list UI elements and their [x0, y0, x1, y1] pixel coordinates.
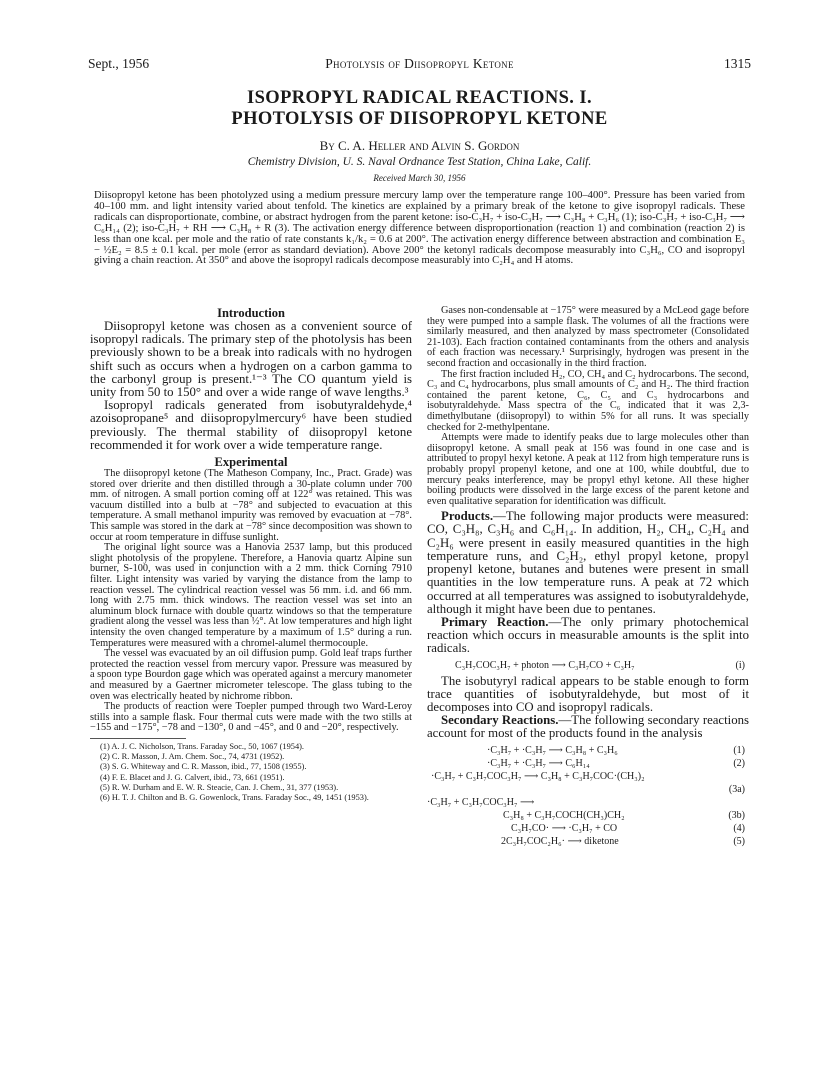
- equation-2: [427, 757, 749, 770]
- footnote: (3) S. G. Whiteway and C. R. Masson, ibid., 77, 1508 (1955).: [100, 762, 307, 772]
- equation-2-number: (2): [733, 757, 745, 769]
- equation-i-number: (i): [735, 659, 745, 671]
- products-paragraph: [427, 510, 749, 616]
- equation-5-number: (5): [733, 835, 745, 847]
- products-heading: Products.: [441, 509, 494, 524]
- experimental-paragraph-3: The vessel was evacuated by an oil diffusion pump. Gold leaf traps further protected the reaction vessel from mercury vapor. Pressure was measured by a spoon type Bourdon gage which was operated against a mercury manometer and measured by a Gaertner micrometer telescope. The glass tubing to the oven was electrically heated by nichrome ribbon.: [90, 648, 412, 702]
- equation-3b-line-2: [427, 809, 749, 822]
- equation-4-text: C₃H₇CO· ⟶ ·C₃H₇ + CO: [511, 822, 618, 834]
- title-line-1: ISOPROPYL RADICAL REACTIONS. I.: [247, 88, 592, 108]
- primary-text: —The only primary photochemical reaction which occurs in measurable amounts is the split into radicals.: [427, 614, 749, 656]
- equation-3b-text-1: ·C₃H₇ + C₃H₇COC₃H₇ ⟶: [427, 796, 535, 808]
- equation-5: [427, 835, 749, 848]
- paper-title: [88, 88, 751, 130]
- footnote-rule: [90, 738, 186, 739]
- authors: By C. A. Heller and Alvin S. Gordon: [319, 138, 520, 153]
- equation-3a-number: (3a): [728, 783, 745, 795]
- equation-i-text: C₃H₇COC₃H₇ + photon ⟶ C₃H₇CO + C₃H₇: [455, 659, 635, 671]
- equation-4-number: (4): [733, 822, 745, 834]
- header-date: Sept., 1956: [88, 56, 150, 71]
- equation-1-text: ·C₃H₇ + ·C₃H₇ ⟶ C₃H₈ + C₃H₆: [487, 744, 618, 756]
- intro-heading: Introduction: [217, 306, 285, 320]
- primary-paragraph: [427, 616, 749, 656]
- affiliation: Chemistry Division, U. S. Naval Ordnance Test Station, China Lake, Calif.: [247, 156, 592, 168]
- right-column: [427, 306, 749, 848]
- footnote: (5) R. W. Durham and E. W. R. Steacie, Can. J. Chem., 31, 377 (1953).: [100, 783, 339, 793]
- equation-2-text: ·C₃H₇ + ·C₃H₇ ⟶ C₆H₁₄: [487, 757, 590, 769]
- equation-1: [427, 744, 749, 757]
- header-page-number: 1315: [724, 56, 751, 71]
- equation-3a: [427, 770, 749, 783]
- experimental-paragraph-2: The original light source was a Hanovia 2537 lamp, but this produced slight photolysis of the propylene. Therefore, a Hanovia quartz Alpine sun burner, S-100, was used in conjunction with a 2 mm. thick Corning 7910 filter. Light intensity was varied by varying the distance from the lamp to reaction vessel. The cylindrical reaction vessel was 56 mm. i.d. and 66 mm. long with 2.75 mm. thick windows. The reaction vessel was set into an aluminum block furnace with double quartz windows so that the temperature gradient along the vessel was less than ½°. At low temperatures and high light intensity the oven changed temperature by a maximum of 1.5° during a run. Temperatures were measured with a chromel-alumel thermocouple.: [90, 542, 412, 649]
- header-running-title: Photolysis of Diisopropyl Ketone: [325, 56, 514, 71]
- experimental-paragraph-4: The products of reaction were Toepler pumped through two Ward-Leroy stills into a sample flask. Four thermal cuts were made with the two stills at −155 and −175°, −78 and −130°, 0 and −45°, and 0 and −20°, respectively.: [90, 701, 412, 734]
- equation-3b-number: (3b): [728, 809, 745, 821]
- footnote: (6) H. T. J. Chilton and B. G. Gowenlock, Trans. Faraday Soc., 49, 1451 (1953).: [100, 793, 369, 803]
- primary-heading: Primary Reaction.: [441, 614, 549, 629]
- intro-paragraph-1: Diisopropyl ketone was chosen as a convenient source of isopropyl radicals. The primary step of the photolysis has been previously shown to be a break into radicals with no hydrogen shift such as occurs when a hydrogen on a carbon gamma to the carbonyl group is present.¹⁻³ The CO quantum yield is unity from 50 to 150° and over a wide range of wave lengths.³: [90, 319, 412, 400]
- experimental-heading: Experimental: [214, 455, 288, 470]
- left-column: [90, 306, 412, 804]
- analysis-paragraph-3: Attempts were made to identify peaks due to large molecules other than diisopropyl ketone. A small peak at 156 was found in one case and is attributed to propyl hexyl ketone. A peak at 112 from high temperature runs is probably propyl propenyl ketone, and one at 100, while doubtful, due to mercury peaks interference, may be propyl ethyl ketone. All these higher boiling products were dissolved in the large excess of the parent ketone and even qualitative separation for identification was difficult.: [427, 432, 749, 507]
- equation-1-number: (1): [733, 744, 745, 756]
- equation-5-text: 2C₃H₇COC₂H₆· ⟶ diketone: [501, 835, 619, 847]
- equations-block: [427, 744, 749, 848]
- analysis-paragraph-2: The first fraction included H₂, CO, CH₄ and C₂ hydrocarbons. The second, C₃ and C₄ hydrocarbons, plus small amounts of C₂ and H₂. The third fraction contained the parent ketone, C₆, C₅ and C₃ hydrocarbons and isobutyraldehyde. Mass spectra of the C₆ indicated that it was 2,3-dimethylbutane (diisopropyl) to within 5% for all runs. It was specially checked for 2-methylpentane.: [427, 368, 749, 433]
- equation-4: [427, 822, 749, 835]
- experimental-paragraph-1: The diisopropyl ketone (The Matheson Company, Inc., Pract. Grade) was stored over drierite and then distilled through a 30-plate column under 700 mm. of nitrogen. A small portion coming off at 122° was retained. This was vacuum distilled into a bulb at −78° and subjected to evacuation at this temperature. A small methanol impurity was removed by evacuation at −78°. This sample was stored in the dark at −78° since decomposition was shown to occur at room temperature in diffuse sunlight.: [90, 468, 412, 543]
- secondary-text: —The following secondary reactions account for most of the products found in the analysis: [427, 713, 750, 741]
- footnote: (2) C. R. Masson, J. Am. Chem. Soc., 74, 4731 (1952).: [100, 752, 285, 762]
- equation-3b-line-1: [427, 796, 749, 809]
- received-date: Received March 30, 1956: [373, 173, 466, 183]
- secondary-paragraph: [427, 714, 749, 740]
- abstract: Diisopropyl ketone has been photolyzed using a medium pressure mercury lamp over the temperature range 100–400°. Pressure has been varied from 40–100 mm. and light intensity varied about tenfold. The kinetics are explained by a primary break of the ketone to give isopropyl radicals. These radicals can disproportionate, combine, or abstract hydrogen from the parent ketone: iso-C₃H₇ + iso-C₃H₇ ⟶ C₃H₈ + C₃H₆ (1); iso-C₃H₇ + iso-C₃H₇ ⟶ C₆H₁₄ (2); iso-C₃H₇ + RH ⟶ C₃H₈ + R (3). The activation energy difference between disproportionation (reaction 1) and combination (reaction 2) is less than one kcal. per mole and the ratio of rate constants k₁/k₂ = 0.6 at 200°. The activation energy difference between abstraction and combination E₃ − ½E₂ = 8.5 ± 0.1 kcal. per mole (error as standard deviation). Above 200° the ketonyl radicals decompose measurably into C₃H₆, CO and isopropyl giving a chain reaction. At 350° and above the isopropyl radicals decompose measurably into C₂H₄ and H atoms.: [94, 190, 745, 267]
- equation-i: [427, 659, 749, 672]
- secondary-heading: Secondary Reactions.: [441, 713, 559, 728]
- intro-paragraph-2: Isopropyl radicals generated from isobutyraldehyde,⁴ azoisopropane⁵ and diisopropylmercury⁶ have been studied previously. The thermal stability of diisopropyl ketone recommended it for work over a wide temperature range.: [90, 398, 412, 452]
- equation-3a-text: ·C₃H₇ + C₃H₇COC₃H₇ ⟶ C₃H₈ + C₃H₇COC·(CH₃)₂: [431, 770, 645, 782]
- products-text: —The following major products were measured: CO, C₃H₈, C₃H₆ and C₆H₁₄. In addition, H₂, CH₄, C₂H₄ and C₂H₆ were present in easily measured quantities in the high temperature runs, and C₂H₂, ethyl propyl ketone, propyl propenyl ketone, butanes and butenes were present in small quantities in the low temperature runs. A peak at 72 which occurred at all temperatures was assigned to isobutyraldehyde, although it might have been due to pentanes.: [427, 509, 749, 616]
- title-line-2: PHOTOLYSIS OF DIISOPROPYL KETONE: [231, 109, 608, 129]
- running-header: [88, 56, 751, 76]
- analysis-paragraph-1: Gases non-condensable at −175° were measured by a McLeod gage before they were pumped into a sample flask. The volumes of all the fractions were similarly measured, and then analyzed by mass spectrometer (Consolidated 21-103). Each fraction contained contaminants from the others and analysis of each fraction was necessary.¹ Surprisingly, hydrogen was present in the second fraction and occasionally in the third fraction.: [427, 305, 749, 369]
- footnote: (1) A. J. C. Nicholson, Trans. Faraday Soc., 50, 1067 (1954).: [100, 741, 305, 751]
- footnote: (4) F. E. Blacet and J. G. Calvert, ibid., 73, 661 (1951).: [100, 772, 285, 782]
- equation-3b-text-2: C₃H₈ + C₃H₇COCH(CH₃)CH₂: [503, 809, 625, 821]
- footnotes: [90, 742, 412, 804]
- isobutyryl-paragraph: The isobutyryl radical appears to be stable enough to form trace quantities of isobutyraldehyde, but most of it decomposes into CO and isopropyl radicals.: [427, 673, 749, 714]
